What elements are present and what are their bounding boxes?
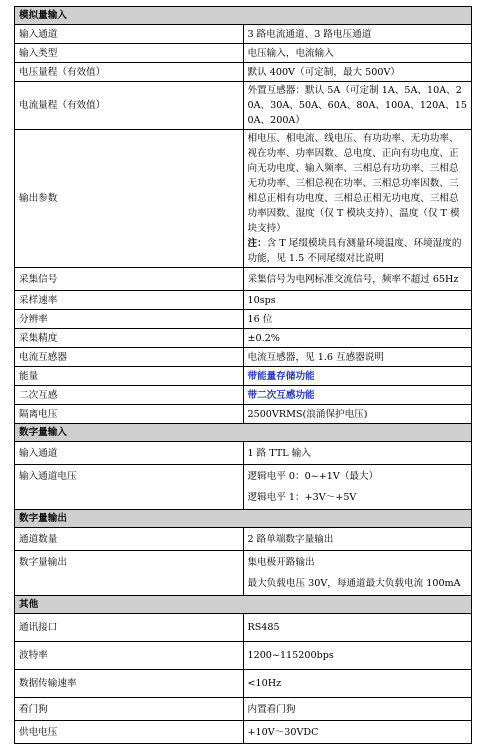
row-value: 16 位	[243, 310, 472, 329]
section-title: 数字量输出	[15, 510, 472, 528]
table-row	[15, 465, 472, 510]
output-load: 最大负载电压 30V，每通道最大负载电流 100mA	[247, 578, 461, 589]
row-value	[243, 551, 472, 596]
row-label: 输入通道	[15, 25, 244, 44]
table-row	[15, 63, 472, 82]
row-value	[243, 386, 472, 405]
section-digital-output	[15, 510, 472, 528]
row-value: 外置互感器：默认 5A（可定制 1A、5A、10A、20A、30A、50A、60A、80A、100A、120A、150A、200A）	[243, 82, 472, 130]
table-row	[15, 698, 472, 721]
energy-feature-highlight: 带能量存储功能	[247, 370, 315, 382]
row-label: 电流互感器	[15, 348, 244, 367]
row-label: 二次互感	[15, 386, 244, 405]
row-value	[243, 367, 472, 386]
note-label: 注：	[247, 238, 267, 249]
row-label: 能量	[15, 367, 244, 386]
row-label: 采样速率	[15, 291, 244, 310]
table-row	[15, 405, 472, 424]
row-value: 采集信号为电网标准交流信号，频率不超过 65Hz	[243, 268, 472, 291]
table-row	[15, 386, 472, 405]
row-label: 采集精度	[15, 329, 244, 348]
row-value	[243, 465, 472, 510]
row-label: 数据传输速率	[15, 670, 244, 698]
table-row	[15, 82, 472, 130]
table-row	[15, 721, 472, 744]
row-label: 供电电压	[15, 721, 244, 744]
row-label: 隔离电压	[15, 405, 244, 424]
output-params-text: 相电压、相电流、线电压、有功功率、无功功率、视在功率、功率因数、总电度、正向有功电度、正向无功电度、输入频率、三相总有功功率、三相总无功功率、三相总视在功率、三相总功率因数、三相总正相有功电度、三相总正相无功电度、三相总功率因数、湿度（仅 T 模块支持）、温度（仅 T 模块支持）	[247, 133, 460, 234]
table-row	[15, 329, 472, 348]
row-value: 1 路 TTL 输入	[243, 442, 472, 465]
row-value: 10sps	[243, 291, 472, 310]
table-row	[15, 268, 472, 291]
secondary-feature-highlight: 带二次互感功能	[247, 389, 315, 401]
row-label: 输入通道电压	[15, 465, 244, 510]
row-value: 2500VRMS(浪涌保护电压)	[243, 405, 472, 424]
row-value: +10V～30VDC	[243, 721, 472, 744]
logic-level-1: 逻辑电平 1：+3V～+5V	[247, 492, 357, 503]
table-row	[15, 528, 472, 551]
row-value: ±0.2%	[243, 329, 472, 348]
row-label: 输入类型	[15, 44, 244, 63]
section-title: 其他	[15, 596, 472, 614]
row-value: 默认 400V（可定制，最大 500V）	[243, 63, 472, 82]
spec-table	[14, 6, 472, 744]
row-label: 通讯接口	[15, 614, 244, 642]
section-analog-input	[15, 7, 472, 25]
table-row	[15, 291, 472, 310]
section-title: 模拟量输入	[15, 7, 472, 25]
table-row	[15, 25, 472, 44]
row-value: 内置看门狗	[243, 698, 472, 721]
logic-level-0: 逻辑电平 0：0~+1V（最大）	[247, 471, 379, 482]
section-title: 数字量输入	[15, 424, 472, 442]
output-type: 集电极开路输出	[247, 557, 315, 568]
table-row	[15, 551, 472, 596]
row-label: 通道数量	[15, 528, 244, 551]
row-value: 1200~115200bps	[243, 642, 472, 670]
table-row	[15, 442, 472, 465]
table-row	[15, 44, 472, 63]
row-label: 输出参数	[15, 130, 244, 268]
row-label: 波特率	[15, 642, 244, 670]
row-label: 电压量程（有效值）	[15, 63, 244, 82]
note-text: 含 T 尾缀模块具有测量环境温度、环境湿度的功能，见 1.5 不同尾缀对比说明	[247, 238, 462, 264]
table-row	[15, 130, 472, 268]
row-value: 2 路单端数字量输出	[243, 528, 472, 551]
row-label: 数字量输出	[15, 551, 244, 596]
table-row	[15, 310, 472, 329]
table-row	[15, 614, 472, 642]
table-row	[15, 348, 472, 367]
table-row	[15, 670, 472, 698]
table-row	[15, 367, 472, 386]
row-label: 采集信号	[15, 268, 244, 291]
row-value: 电流互感器，见 1.6 互感器说明	[243, 348, 472, 367]
row-value: 电压输入，电流输入	[243, 44, 472, 63]
row-value: RS485	[243, 614, 472, 642]
table-row	[15, 642, 472, 670]
section-digital-input	[15, 424, 472, 442]
row-value: 3 路电流通道、3 路电压通道	[243, 25, 472, 44]
row-value: <10Hz	[243, 670, 472, 698]
row-label: 输入通道	[15, 442, 244, 465]
row-label: 电流量程（有效值）	[15, 82, 244, 130]
row-label: 看门狗	[15, 698, 244, 721]
row-label: 分辨率	[15, 310, 244, 329]
section-other	[15, 596, 472, 614]
row-value	[243, 130, 472, 268]
